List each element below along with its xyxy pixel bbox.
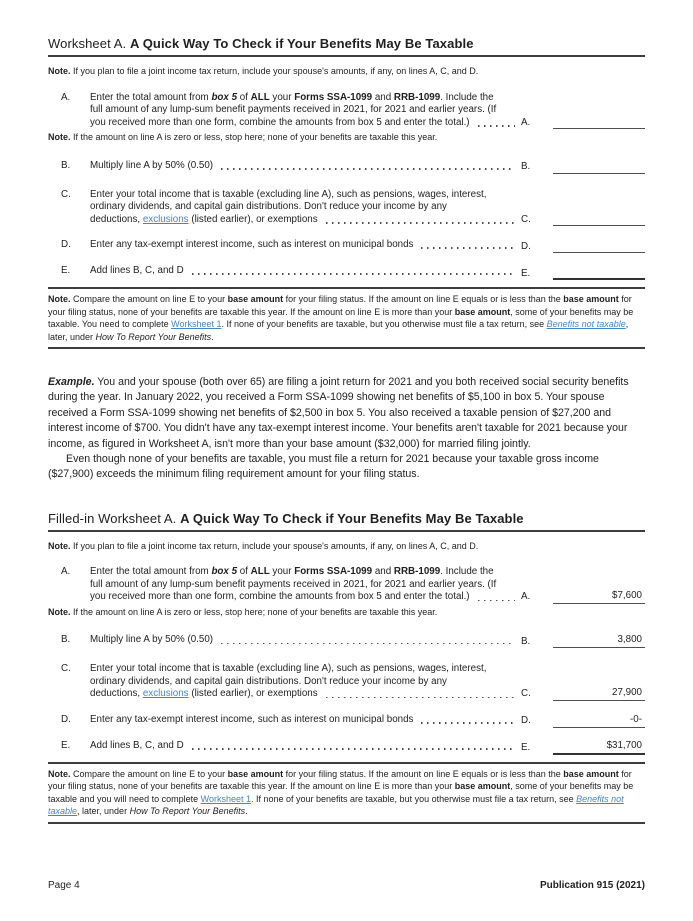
- dot-leader: [192, 273, 515, 275]
- line-a-text: [90, 92, 521, 130]
- dot-leader: [192, 748, 515, 750]
- text-segment: and: [372, 566, 394, 578]
- line-d-answer-line: [553, 714, 645, 728]
- worksheet-1-link[interactable]: Worksheet 1: [200, 793, 251, 804]
- note-label: Note.: [48, 132, 71, 142]
- line-b-answer-line: [553, 634, 645, 648]
- line-b-right-label: B.: [521, 161, 531, 172]
- line-a-right-label: A.: [521, 591, 531, 603]
- text-segment: Forms SSA-1099: [294, 566, 373, 578]
- line-c-label: C.: [61, 663, 71, 675]
- line-b-label: B.: [61, 159, 71, 171]
- text-segment: for your filing status, none of your benefits are taxable this year. If the amount on line E is more than your: [48, 768, 632, 792]
- worksheet-1-link[interactable]: Worksheet 1: [171, 319, 222, 329]
- line-c-right-label: C.: [521, 688, 531, 700]
- text-segment: If you plan to file a joint income tax return, include your spouse's amounts, if any, on lines A, C, and D.: [70, 540, 479, 551]
- exclusions-link[interactable]: exclusions: [142, 688, 189, 700]
- line-c-row: [48, 189, 645, 227]
- line-a-label: A.: [61, 566, 71, 578]
- line-d-row: [48, 714, 645, 728]
- text-segment: full amount of any lump-sum benefit payments received in 2021, for 2021 and earlier years. (If: [90, 578, 497, 590]
- line-c-row: [48, 663, 645, 701]
- text-segment: base amount: [563, 294, 619, 304]
- line-a-label: A.: [61, 91, 71, 103]
- worksheet-title-prefix: Filled-in Worksheet A.: [48, 510, 181, 526]
- line-c-answer-line: [553, 212, 645, 226]
- line-c-text: [90, 189, 521, 227]
- line-a-answer-line: [553, 590, 645, 604]
- note-line-a: [48, 606, 645, 619]
- text-segment: Forms SSA-1099: [294, 91, 373, 103]
- text-segment: Enter the total amount from: [90, 91, 212, 103]
- text-segment: , later, under: [77, 806, 130, 817]
- text-segment: Compare the amount on line E to your: [70, 294, 228, 304]
- line-a-row: [48, 566, 645, 604]
- example-section: [48, 375, 645, 483]
- line-b-answer-line: [553, 160, 645, 174]
- text-segment: base amount: [227, 294, 284, 304]
- title-rule: [48, 55, 645, 57]
- line-d-value: -0-: [630, 713, 642, 725]
- line-a-row: [48, 92, 645, 130]
- note-top: [48, 65, 645, 78]
- text-segment: (listed earlier), or exemptions: [188, 688, 318, 700]
- text-segment: and: [372, 91, 394, 103]
- note-top: [48, 540, 645, 553]
- note-line-a: [48, 131, 645, 144]
- worksheet-title-main: A Quick Way To Check if Your Benefits May Be Taxable: [180, 510, 524, 526]
- line-e-row: [48, 265, 645, 280]
- text-segment: you received more than one form, combine the amounts from box 5 and enter the total.): [90, 591, 470, 603]
- line-d-text: Enter any tax-exempt interest income, such as interest on municipal bonds: [90, 713, 414, 725]
- filled-in-worksheet-a: [48, 511, 645, 824]
- page-content: [48, 36, 645, 824]
- example-lead: Example.: [48, 376, 95, 388]
- dot-leader: [326, 697, 515, 699]
- line-b-label: B.: [61, 634, 71, 646]
- note-label: Note.: [48, 294, 71, 304]
- line-d-label: D.: [61, 239, 71, 250]
- line-b-row: [48, 634, 645, 648]
- line-e-text: Add lines B, C, and D: [90, 265, 184, 276]
- text-segment: ordinary dividends, and capital gain distributions. Don't reduce your income by any: [90, 201, 447, 212]
- line-b-text: Multiply line A by 50% (0.50): [90, 159, 214, 171]
- text-segment: Enter the total amount from: [90, 566, 212, 578]
- line-e-label: E.: [61, 739, 71, 751]
- text-segment: ordinary dividends, and capital gain distributions. Don't reduce your income by any: [90, 675, 447, 687]
- text-segment: If you plan to file a joint income tax return, include your spouse's amounts, if any, on lines A, C, and D.: [70, 66, 479, 76]
- benefits-not-taxable-link[interactable]: Benefits not taxable: [48, 793, 624, 817]
- text-segment: of: [237, 91, 251, 103]
- line-d-text: Enter any tax-exempt interest income, such as interest on municipal bonds: [90, 239, 414, 250]
- line-a-right-label: A.: [521, 116, 531, 128]
- line-e-text: Add lines B, C, and D: [90, 739, 184, 751]
- line-c-value: 27,900: [612, 686, 642, 698]
- text-segment: If the amount on line A is zero or less, stop here; none of your benefits are taxable this year.: [70, 606, 438, 617]
- line-c-text: [90, 663, 521, 701]
- section-rule: [48, 762, 645, 764]
- text-segment: base amount: [227, 768, 284, 779]
- text-segment: for your filing status, none of your benefits are taxable this year. If the amount on line E is more than your: [48, 294, 632, 317]
- text-segment: .: [245, 806, 248, 817]
- text-segment: you received more than one form, combine the amounts from box 5 and enter the total.): [90, 116, 470, 128]
- text-segment: . Include the: [440, 566, 494, 578]
- closing-rule: [48, 347, 645, 349]
- example-paragraph-2: Even though none of your benefits are taxable, you must file a return for 2021 because your taxable gross income ($27,900) exceeds the minimum filing requirement amount for your filing status.: [48, 453, 599, 481]
- text-segment: of: [237, 566, 251, 578]
- note-label: Note.: [48, 606, 71, 617]
- line-b-text: Multiply line A by 50% (0.50): [90, 634, 214, 646]
- note-label: Note.: [48, 66, 71, 76]
- dot-leader: [221, 643, 515, 645]
- text-segment: How To Report Your Benefits: [95, 331, 212, 342]
- text-segment: How To Report Your Benefits: [129, 806, 246, 817]
- dot-leader: [478, 125, 515, 127]
- dot-leader: [421, 722, 515, 724]
- text-segment: your: [269, 566, 295, 578]
- note-label: Note.: [48, 540, 71, 551]
- text-segment: box 5: [211, 91, 238, 103]
- text-segment: box 5: [211, 566, 238, 578]
- line-d-label: D.: [61, 713, 71, 725]
- section-rule: [48, 287, 645, 289]
- text-segment: RRB-1099: [393, 91, 441, 103]
- line-e-right-label: E.: [521, 742, 531, 754]
- title-rule: [48, 530, 645, 532]
- text-segment: base amount: [563, 768, 619, 779]
- line-e-value: $31,700: [606, 739, 642, 751]
- note-label: Note.: [48, 768, 71, 779]
- closing-rule: [48, 822, 645, 824]
- worksheet-title-prefix: Worksheet A.: [48, 36, 130, 51]
- line-d-right-label: D.: [521, 240, 531, 252]
- text-segment: deductions,: [90, 688, 143, 700]
- line-a-answer-line: [553, 115, 645, 129]
- line-e-row: [48, 740, 645, 755]
- text-segment: ALL: [250, 566, 270, 578]
- text-segment: . Include the: [440, 91, 494, 103]
- dot-leader: [221, 168, 515, 170]
- page-number: Page 4: [48, 880, 80, 891]
- line-a-text: [90, 566, 521, 604]
- text-segment: your: [269, 91, 295, 103]
- text-segment: If the amount on line A is zero or less, stop here; none of your benefits are taxable this year.: [70, 132, 438, 142]
- text-segment: Compare the amount on line E to your: [70, 768, 228, 779]
- page-footer: [48, 880, 645, 891]
- text-segment: ALL: [250, 91, 270, 103]
- text-segment: full amount of any lump-sum benefit payments received in 2021, for 2021 and earlier years. (If: [90, 104, 497, 115]
- benefits-not-taxable-link[interactable]: Benefits not taxable: [546, 319, 626, 329]
- worksheet-a-title: [48, 36, 645, 52]
- line-d-row: [48, 239, 645, 253]
- bottom-note: [48, 293, 645, 343]
- text-segment: . If none of your benefits are taxable, but you otherwise must file a tax return, see: [250, 793, 577, 804]
- worksheet-title-main: A Quick Way To Check if Your Benefits May Be Taxable: [130, 36, 474, 51]
- text-segment: base amount: [454, 781, 511, 792]
- dot-leader: [421, 247, 515, 249]
- line-b-right-label: B.: [521, 635, 531, 647]
- text-segment: Enter your total income that is taxable (excluding line A), such as pensions, wages, interest,: [90, 188, 487, 200]
- bottom-note: [48, 768, 645, 818]
- line-d-right-label: D.: [521, 715, 531, 727]
- filled-worksheet-title: [48, 511, 645, 527]
- text-segment: .: [211, 331, 214, 342]
- line-e-answer-line: [553, 740, 645, 755]
- line-a-value: $7,600: [612, 589, 642, 601]
- text-segment: . If none of your benefits are taxable, but you otherwise must file a tax return, see: [221, 319, 547, 329]
- dot-leader: [478, 600, 515, 602]
- line-d-answer-line: [553, 239, 645, 253]
- line-c-answer-line: [553, 687, 645, 701]
- exclusions-link[interactable]: exclusions: [142, 213, 189, 225]
- publication-title: Publication 915 (2021): [539, 880, 645, 891]
- line-c-right-label: C.: [521, 213, 531, 225]
- line-c-label: C.: [61, 188, 71, 200]
- text-segment: for your filing status. If the amount on line E equals or is less than the: [283, 768, 564, 779]
- dot-leader: [326, 222, 515, 224]
- text-segment: Enter your total income that is taxable (excluding line A), such as pensions, wages, interest,: [90, 663, 487, 675]
- text-segment: , some of your benefits may be taxable and you will need to complete: [48, 781, 634, 804]
- line-b-row: [48, 160, 645, 174]
- worksheet-a: [48, 36, 645, 349]
- example-paragraph: [48, 375, 645, 452]
- text-segment: , later, under: [48, 319, 629, 342]
- line-b-value: 3,800: [617, 634, 642, 646]
- text-segment: RRB-1099: [393, 566, 441, 578]
- line-e-answer-line: [553, 265, 645, 280]
- line-e-right-label: E.: [521, 267, 531, 279]
- text-segment: for your filing status. If the amount on line E equals or is less than the: [283, 294, 564, 304]
- text-segment: , some of your benefits may be taxable. You need to complete: [48, 306, 634, 329]
- text-segment: (listed earlier), or exemptions: [188, 213, 318, 225]
- text-segment: You and your spouse (both over 65) are filing a joint return for 2021 and you both received social security benefits during the year. In January 2022, you received a Form SSA-1099 showing net benefits of $5,100 in box 5. Your spouse received a Form SSA-1099 showing net benefits of $2,500 in box 5. You also received a taxable pension of $27,200 and interest income of $700. You didn't have any tax-exempt interest income. Your benefits aren't taxable for 2021 because your income, as figured in Worksheet A, isn't more than your base amount ($32,000) for married filing jointly.: [48, 376, 629, 450]
- text-segment: deductions,: [90, 213, 143, 225]
- line-e-label: E.: [61, 265, 71, 276]
- text-segment: base amount: [454, 306, 511, 317]
